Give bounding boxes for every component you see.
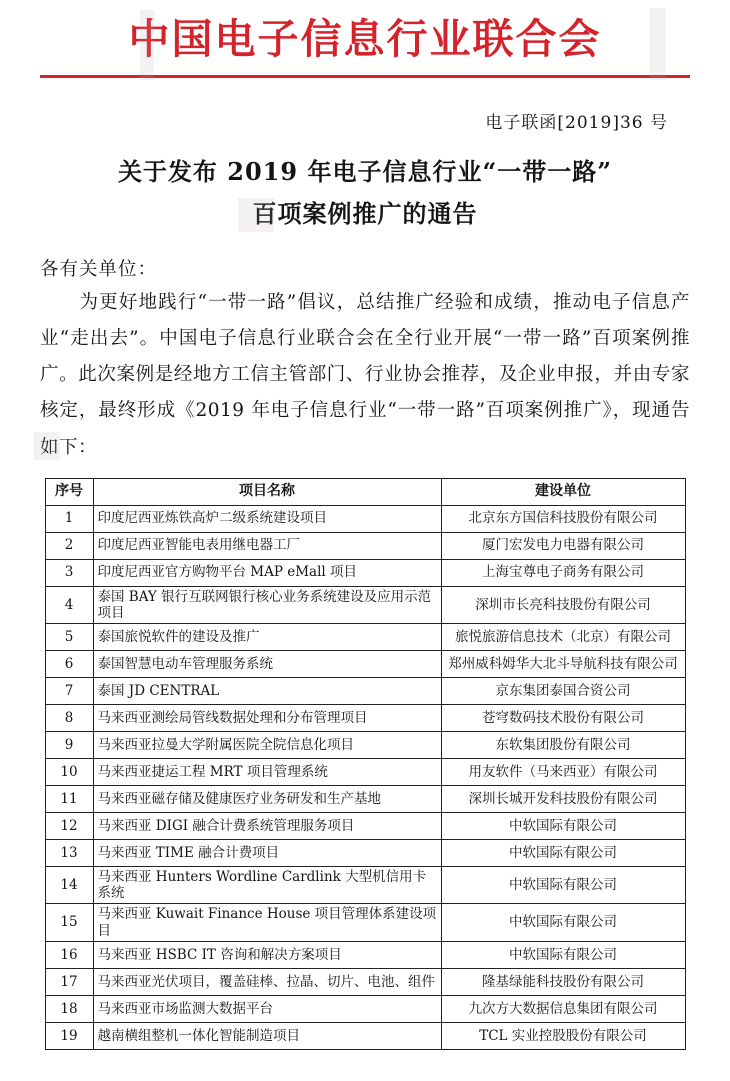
- cell-project-name: 马来西亚捷运工程 MRT 项目管理系统: [93, 758, 441, 785]
- cell-unit: 苍穹数码技术股份有限公司: [441, 704, 685, 731]
- table-row: [45, 532, 685, 559]
- table-row: [45, 559, 685, 586]
- body-paragraph: [40, 285, 690, 465]
- cell-no: 7: [45, 677, 93, 704]
- salutation: 各有关单位：: [40, 259, 158, 281]
- cell-no: 11: [45, 785, 93, 812]
- table-row: [45, 904, 685, 941]
- table-row: [45, 785, 685, 812]
- page-title-line-1: 关于发布 2019 年电子信息行业“一带一路”: [117, 157, 613, 187]
- cell-no: 16: [45, 941, 93, 968]
- document-number: 电子联函[2019]36 号: [485, 113, 668, 134]
- cell-no: 19: [45, 1022, 93, 1049]
- cell-unit: 深圳长城开发科技股份有限公司: [441, 785, 685, 812]
- cell-no: 5: [45, 623, 93, 650]
- cell-project-name: 马来西亚 Kuwait Finance House 项目管理体系建设项目: [93, 904, 441, 941]
- cell-project-name: 越南横组整机一体化智能制造项目: [93, 1022, 441, 1049]
- cell-no: 1: [45, 505, 93, 532]
- table-row: [45, 866, 685, 903]
- cell-no: 8: [45, 704, 93, 731]
- column-header-unit: 建设单位: [441, 478, 685, 505]
- column-header-no: 序号: [45, 478, 93, 505]
- table-row: [45, 812, 685, 839]
- cell-project-name: 泰国智慧电动车管理服务系统: [93, 650, 441, 677]
- table-row: [45, 968, 685, 995]
- cell-project-name: 泰国旅悦软件的建设及推广: [93, 623, 441, 650]
- cell-unit: 隆基绿能科技股份有限公司: [441, 968, 685, 995]
- cell-unit: 中软国际有限公司: [441, 904, 685, 941]
- cell-project-name: 泰国 BAY 银行互联网银行核心业务系统建设及应用示范项目: [93, 586, 441, 623]
- masthead-divider: [40, 75, 690, 78]
- cell-project-name: 马来西亚 Hunters Wordline Cardlink 大型机信用卡系统: [93, 866, 441, 903]
- table-row: [45, 505, 685, 532]
- organization-name: 中国电子信息行业联合会: [128, 15, 602, 63]
- cell-project-name: 印度尼西亚炼铁高炉二级系统建设项目: [93, 505, 441, 532]
- cell-unit: 中软国际有限公司: [441, 839, 685, 866]
- cell-unit: 郑州威科姆华大北斗导航科技有限公司: [441, 650, 685, 677]
- cell-no: 12: [45, 812, 93, 839]
- table-row: [45, 677, 685, 704]
- table-row: [45, 839, 685, 866]
- cell-unit: 厦门宏发电力电器有限公司: [441, 532, 685, 559]
- cell-unit: 旅悦旅游信息技术（北京）有限公司: [441, 623, 685, 650]
- cell-no: 15: [45, 904, 93, 941]
- cell-project-name: 马来西亚磁存储及健康医疗业务研发和生产基地: [93, 785, 441, 812]
- cell-no: 14: [45, 866, 93, 903]
- table-row: [45, 941, 685, 968]
- table-row: [45, 1022, 685, 1049]
- cell-project-name: 马来西亚 TIME 融合计费项目: [93, 839, 441, 866]
- cell-unit: 深圳市长亮科技股份有限公司: [441, 586, 685, 623]
- cell-no: 10: [45, 758, 93, 785]
- cell-unit: 用友软件（马来西亚）有限公司: [441, 758, 685, 785]
- cell-unit: 京东集团泰国合资公司: [441, 677, 685, 704]
- table-body: [45, 505, 685, 1049]
- cell-unit: 北京东方国信科技股份有限公司: [441, 505, 685, 532]
- cell-no: 6: [45, 650, 93, 677]
- table-row: [45, 586, 685, 623]
- table-row: [45, 758, 685, 785]
- cell-project-name: 马来西亚市场监测大数据平台: [93, 995, 441, 1022]
- table-row: [45, 704, 685, 731]
- cell-no: 17: [45, 968, 93, 995]
- cell-unit: 中软国际有限公司: [441, 812, 685, 839]
- page-title-line-2: 百项案例推广的通告: [252, 199, 478, 229]
- cell-project-name: 印度尼西亚智能电表用继电器工厂: [93, 532, 441, 559]
- cell-no: 3: [45, 559, 93, 586]
- cell-project-name: 马来西亚 DIGI 融合计费系统管理服务项目: [93, 812, 441, 839]
- cell-no: 18: [45, 995, 93, 1022]
- cell-no: 2: [45, 532, 93, 559]
- column-header-project-name: 项目名称: [93, 478, 441, 505]
- cell-project-name: 泰国 JD CENTRAL: [93, 677, 441, 704]
- cell-no: 13: [45, 839, 93, 866]
- table-row: [45, 731, 685, 758]
- cell-project-name: 马来西亚光伏项目，覆盖硅棒、拉晶、切片、电池、组件: [93, 968, 441, 995]
- table-row: [45, 623, 685, 650]
- cell-unit: 中软国际有限公司: [441, 866, 685, 903]
- table-row: [45, 650, 685, 677]
- cell-unit: 中软国际有限公司: [441, 941, 685, 968]
- table-header-row: [45, 478, 685, 505]
- cell-project-name: 马来西亚测绘局管线数据处理和分布管理项目: [93, 704, 441, 731]
- cell-project-name: 印度尼西亚官方购物平台 MAP eMall 项目: [93, 559, 441, 586]
- table-row: [45, 995, 685, 1022]
- cell-project-name: 马来西亚拉曼大学附属医院全院信息化项目: [93, 731, 441, 758]
- cell-unit: TCL 实业控股股份有限公司: [441, 1022, 685, 1049]
- cell-unit: 东软集团股份有限公司: [441, 731, 685, 758]
- paragraph-text: 为更好地践行“一带一路”倡议，总结推广经验和成绩，推动电子信息产业“走出去”。中国电子信息行业联合会在全行业开展“一带一路”百项案例推广。此次案例是经地方工信主管部门、行业协会推荐，及企业申报，并由专家核定，最终形成《2019 年电子信息行业“一带一路”百项案例推广》，现通告如下：: [40, 292, 690, 458]
- masthead: [40, 0, 690, 78]
- cases-table: [45, 478, 686, 1050]
- cell-no: 9: [45, 731, 93, 758]
- cell-unit: 上海宝尊电子商务有限公司: [441, 559, 685, 586]
- cell-project-name: 马来西亚 HSBC IT 咨询和解决方案项目: [93, 941, 441, 968]
- page-title: [40, 151, 690, 235]
- cell-unit: 九次方大数据信息集团有限公司: [441, 995, 685, 1022]
- cell-no: 4: [45, 586, 93, 623]
